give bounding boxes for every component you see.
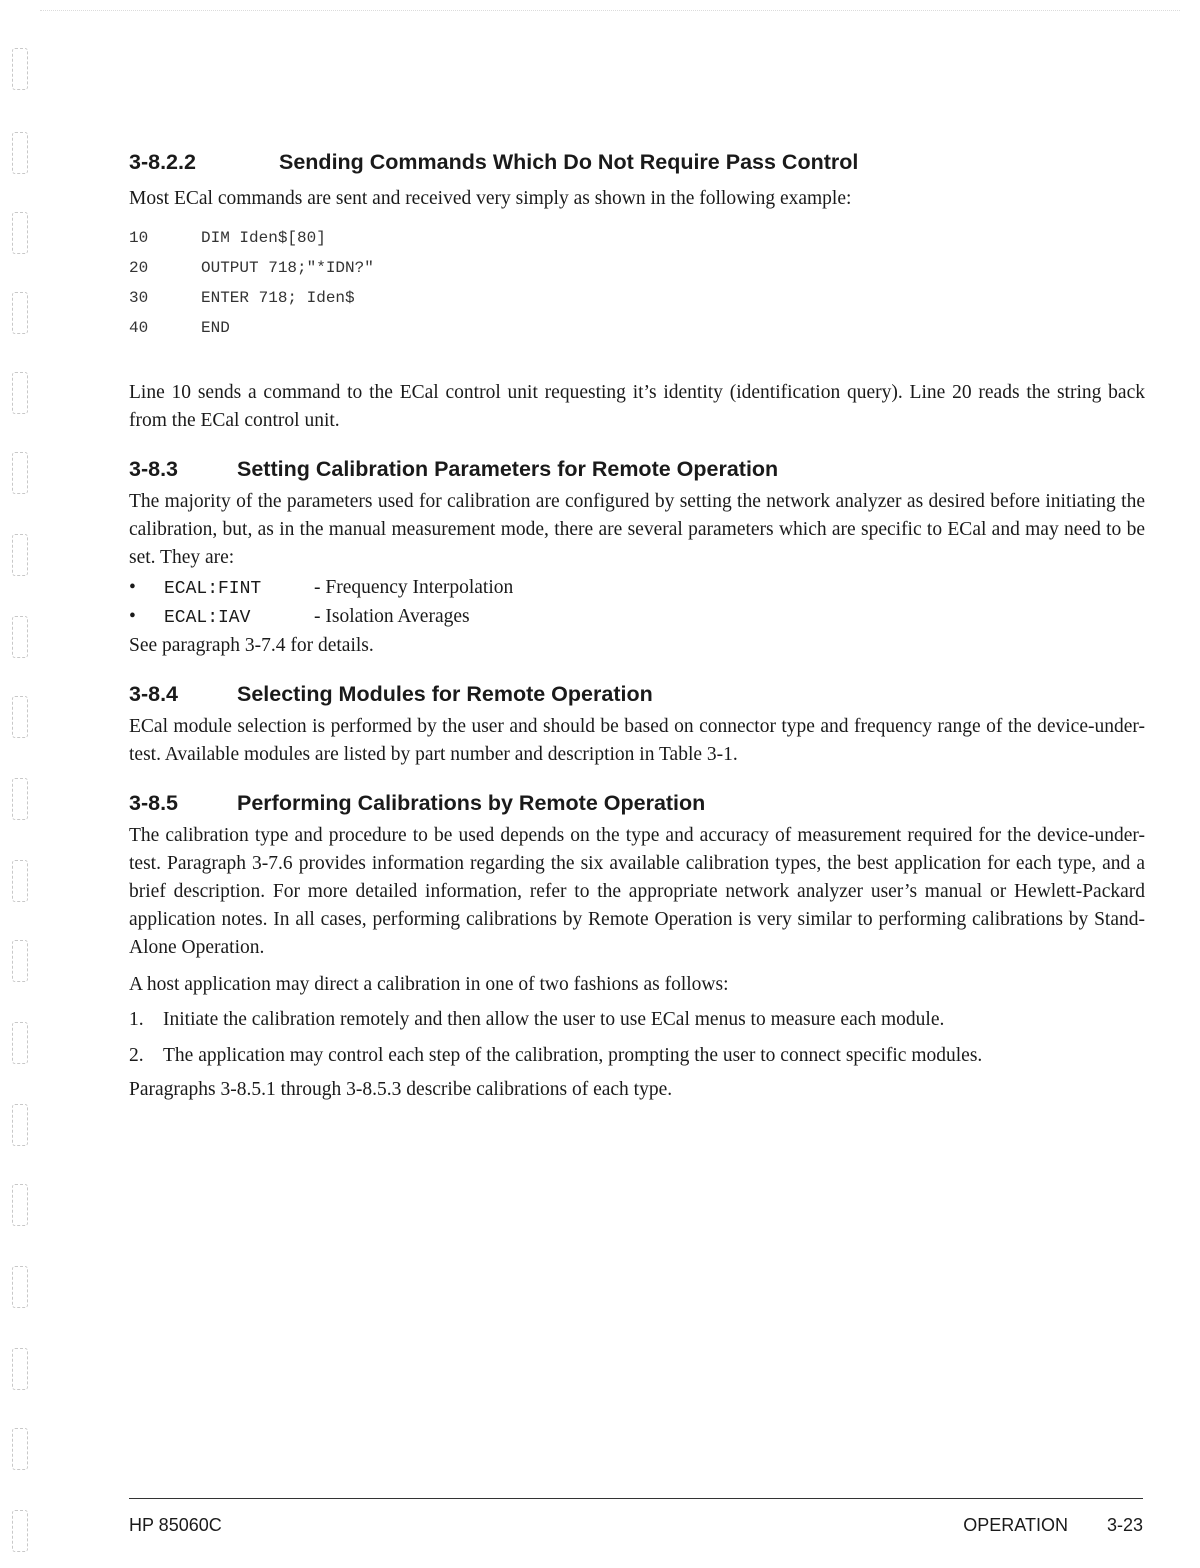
code-line-number: 30: [129, 289, 149, 307]
binder-hole: [12, 1428, 28, 1470]
code-line-number: 20: [129, 259, 149, 277]
binder-hole: [12, 696, 28, 738]
section-number: 3-8.5: [129, 791, 179, 815]
code-line-text: OUTPUT 718;"*IDN?": [201, 259, 374, 277]
command-name: ECAL:IAV: [164, 608, 251, 628]
section-heading-3-8-3: [129, 457, 1145, 482]
section-heading-3-8-4: [129, 682, 1145, 707]
calibration-methods-list: [129, 1006, 1145, 1070]
section-heading-3-8-2-2: [129, 150, 1145, 175]
binder-hole: [12, 1510, 28, 1552]
binder-hole: [12, 616, 28, 658]
binder-hole: [12, 1184, 28, 1226]
code-line: [129, 283, 1145, 313]
section-title: Setting Calibration Parameters for Remote Operation: [237, 457, 779, 481]
top-scan-rule: [40, 10, 1180, 11]
section-title: Sending Commands Which Do Not Require Pass Control: [279, 150, 859, 174]
code-line-text: ENTER 718; Iden$: [201, 289, 355, 307]
list-item: [129, 1042, 1145, 1070]
section-heading-3-8-5: [129, 791, 1145, 816]
code-line: [129, 223, 1145, 253]
list-number: 2.: [129, 1045, 144, 1066]
section-title: Performing Calibrations by Remote Operation: [237, 791, 706, 815]
section-lead: A host application may direct a calibration in one of two fashions as follows:: [129, 974, 729, 995]
section-closing: Paragraphs 3-8.5.1 through 3-8.5.3 describe calibrations of each type.: [129, 1079, 673, 1100]
section-body: The calibration type and procedure to be used depends on the type and accuracy of measurement required for the device-under-test. Paragraph 3-7.6 provides information regarding the six available calibration types, the best application for each type, and a brief description. For more detailed information, refer to the appropriate network analyzer user’s manual or Hewlett-Packard application notes. In all cases, performing calibrations by Remote Operation is very similar to performing calibrations by Stand-Alone Operation.: [129, 825, 1145, 958]
footer-model: HP 85060C: [129, 1515, 222, 1535]
footer-right: [963, 1515, 1143, 1536]
list-text: The application may control each step of the calibration, prompting the user to connect specific modules.: [163, 1045, 983, 1066]
command-description: - Isolation Averages: [314, 606, 470, 627]
list-number: 1.: [129, 1009, 144, 1030]
footer-chapter: OPERATION: [963, 1515, 1068, 1535]
section-intro: Most ECal commands are sent and received very simply as shown in the following example:: [129, 188, 852, 209]
section-title: Selecting Modules for Remote Operation: [237, 682, 653, 706]
binder-hole: [12, 372, 28, 414]
binder-hole: [12, 452, 28, 494]
section-body: ECal module selection is performed by the user and should be based on connector type and frequency range of the device-under-test. Available modules are listed by part number and description in Table 3-1.: [129, 716, 1145, 765]
section-number: 3-8.3: [129, 457, 179, 481]
bullet-icon: •: [129, 577, 136, 598]
binder-hole: [12, 1348, 28, 1390]
code-line: [129, 253, 1145, 283]
code-line: [129, 313, 1145, 343]
code-line-number: 40: [129, 319, 149, 337]
code-example: [129, 223, 1145, 343]
binder-hole: [12, 534, 28, 576]
see-also-text: See paragraph 3-7.4 for details.: [129, 635, 374, 656]
list-item: [129, 603, 1145, 632]
binder-hole: [12, 860, 28, 902]
section-body: The majority of the parameters used for calibration are configured by setting the network analyzer as desired before initiating the calibration, but, as in the manual measurement mode, there are several parameters which are specific to ECal and may need to be set. They are:: [129, 491, 1145, 568]
section-number: 3-8.2.2: [129, 150, 196, 174]
binder-hole: [12, 1104, 28, 1146]
code-line-number: 10: [129, 229, 149, 247]
binder-hole: [12, 1266, 28, 1308]
command-description: - Frequency Interpolation: [314, 577, 514, 598]
list-text: Initiate the calibration remotely and then allow the user to use ECal menus to measure each module.: [163, 1009, 945, 1030]
page-footer: [129, 1498, 1143, 1536]
code-line-text: END: [201, 319, 230, 337]
bullet-icon: •: [129, 606, 136, 627]
list-item: [129, 1006, 1145, 1034]
binder-hole: [12, 778, 28, 820]
binder-hole: [12, 940, 28, 982]
page-content: [129, 150, 1145, 1104]
binder-hole: [12, 48, 28, 90]
code-explanation: Line 10 sends a command to the ECal control unit requesting it’s identity (identification query). Line 20 reads the string back from the ECal control unit.: [129, 382, 1145, 431]
binder-hole: [12, 132, 28, 174]
command-name: ECAL:FINT: [164, 579, 262, 599]
code-line-text: DIM Iden$[80]: [201, 229, 326, 247]
binder-hole: [12, 212, 28, 254]
section-number: 3-8.4: [129, 682, 179, 706]
parameter-list: [129, 574, 1145, 632]
binder-hole: [12, 1022, 28, 1064]
list-item: [129, 574, 1145, 603]
footer-page-number: 3-23: [1106, 1515, 1143, 1535]
binder-hole: [12, 292, 28, 334]
